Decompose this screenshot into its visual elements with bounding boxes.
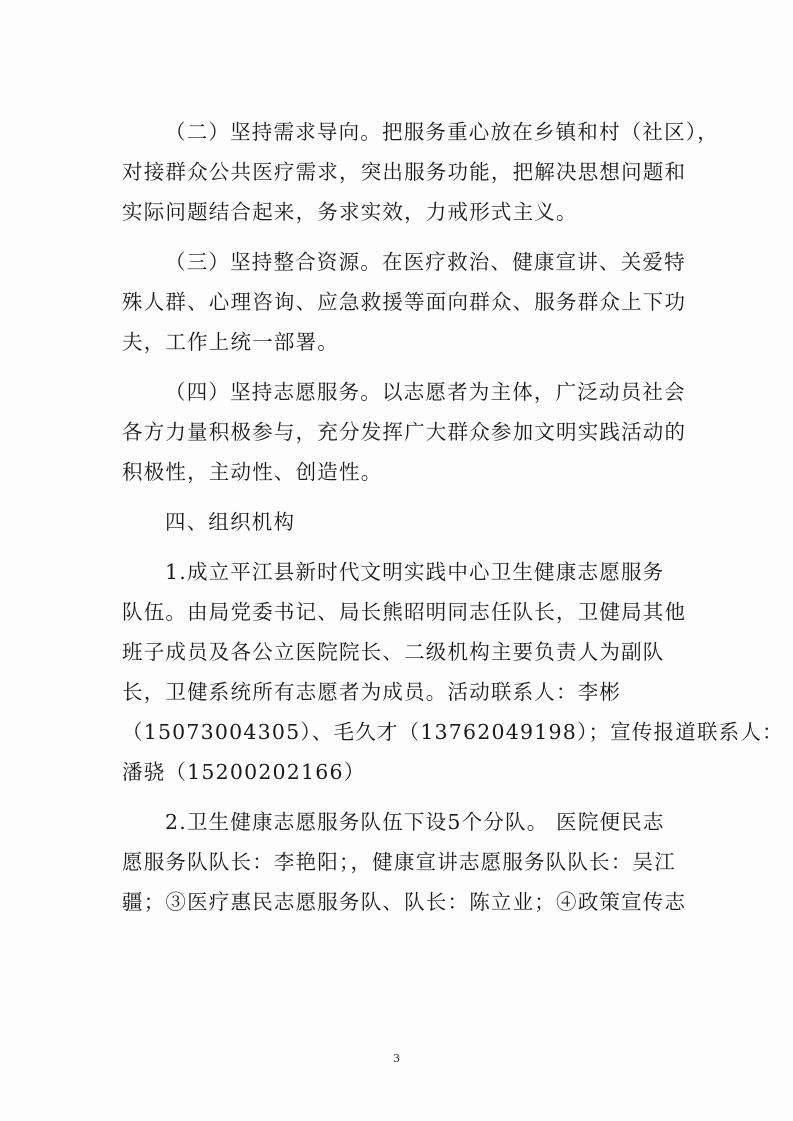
text-line: 队伍。由局党委书记、局长熊昭明同志任队长，卫健局其他 — [122, 600, 687, 624]
page-number: 3 — [393, 1052, 400, 1065]
text-line: 1.成立平江县新时代文明实践中心卫生健康志愿服务 — [165, 560, 665, 584]
paragraph-volunteer-service — [122, 372, 687, 492]
text-line: （二）坚持需求导向。把服务重心放在乡镇和村（社区）， — [165, 120, 719, 144]
text-line: 积极性，主动性、创造性。 — [122, 460, 383, 484]
text-line: 愿服务队队长：李艳阳；，健康宣讲志愿服务队队长：吴江 — [122, 850, 676, 874]
text-line: 实际问题结合起来，务求实效，力戒形式主义。 — [122, 200, 578, 224]
text-line: （四）坚持志愿服务。以志愿者为主体，广泛动员社会 — [165, 380, 686, 404]
text-line: 长，卫健系统所有志愿者为成员。活动联系人：李彬 — [122, 680, 622, 704]
text-line: 2.卫生健康志愿服务队伍下设5个分队。 医院便民志 — [165, 810, 665, 834]
paragraph-sub-teams — [122, 802, 687, 922]
text-line: 潘骁（15200202166） — [122, 760, 366, 784]
text-line: 夫，工作上统一部署。 — [122, 330, 339, 354]
text-line: 对接群众公共医疗需求，突出服务功能，把解决思想问题和 — [122, 160, 687, 184]
section-heading: 四、组织机构 — [165, 510, 296, 534]
text-line: 班子成员及各公立医院院长、二级机构主要负责人为副队 — [122, 640, 665, 664]
text-line: 各方力量积极参与，充分发挥广大群众参加文明实践活动的 — [122, 420, 687, 444]
text-line: （三）坚持整合资源。在医疗救治、健康宣讲、关爱特 — [165, 250, 686, 274]
paragraph-team-setup — [122, 552, 784, 792]
document-body — [122, 112, 784, 932]
paragraph-need-oriented — [122, 112, 719, 232]
text-line: 疆；③医疗惠民志愿服务队、队长：陈立业；④政策宣传志 — [122, 890, 687, 914]
text-line: 殊人群、心理咨询、应急救援等面向群众、服务群众上下功 — [122, 290, 687, 314]
paragraph-integrate-resources — [122, 242, 687, 362]
text-line: （15073004305）、毛久才（13762049198）；宣传报道联系人： — [122, 720, 784, 744]
